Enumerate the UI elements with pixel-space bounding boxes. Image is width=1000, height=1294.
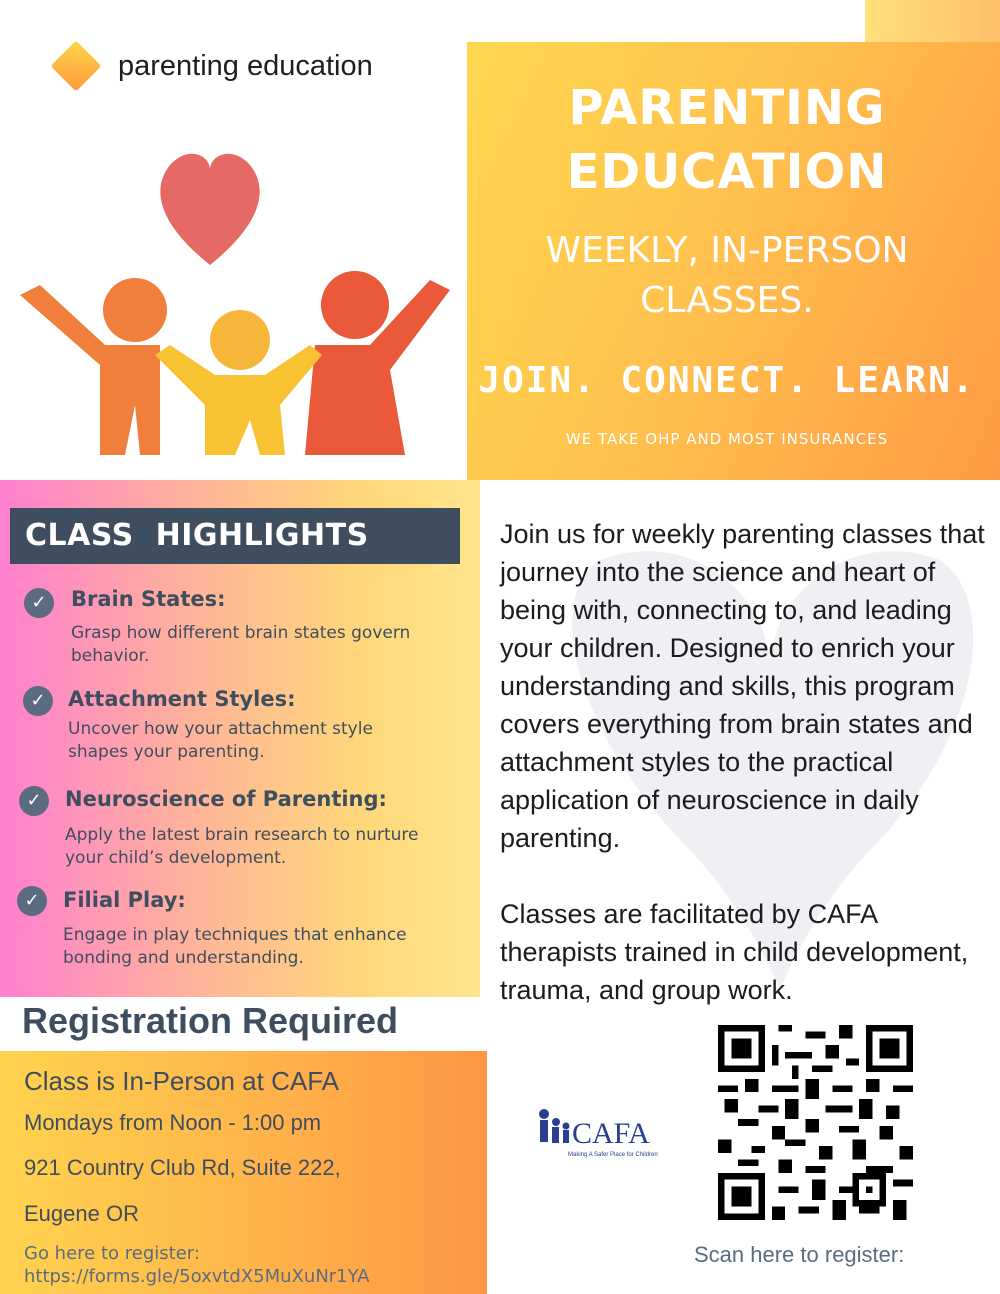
cafa-logo [530,1100,665,1165]
register-link[interactable]: https://forms.gle/5oxvtdX5MuXuNr1YA [24,1266,370,1287]
highlight-desc-line: Uncover how your attachment style [68,719,373,739]
logo-tagline: Making A Safer Place for Children [568,1152,658,1158]
class-schedule: Mondays from Noon - 1:00 pm [24,1110,322,1135]
highlight-title: Filial Play: [63,888,186,912]
check-icon: ✓ [23,686,53,716]
description [500,515,990,1047]
check-icon: ✓ [17,886,47,916]
highlight-desc-line: Apply the latest brain research to nurture [65,825,419,845]
highlight-title: Attachment Styles: [68,687,296,711]
register-label: Go here to register: [24,1243,200,1264]
hero-title-line1: PARENTING [568,80,886,136]
hero-subtitle-line1: WEEKLY, IN-PERSON [545,230,909,271]
check-icon: ✓ [24,588,54,618]
insurance-note: WE TAKE OHP AND MOST INSURANCES [565,430,889,448]
hero-tagline: JOIN. CONNECT. LEARN. [478,360,976,401]
description-paragraph: Classes are facilitated by CAFA therapists trained in child development, trauma, and group work. [500,899,969,1005]
address-line: 921 Country Club Rd, Suite 222, [24,1155,341,1180]
hero-title-line2: EDUCATION [566,144,888,200]
heart-family-icon [10,130,460,460]
highlight-desc [63,924,407,970]
registration-title: Registration Required [22,1000,399,1041]
highlight-desc-line: your child’s development. [65,848,287,868]
top-accent-strip [865,0,1000,42]
highlights-header: CLASS HIGHLIGHTS [25,518,369,553]
highlight-desc [68,718,373,764]
address-line: Eugene OR [24,1201,139,1226]
highlight-desc-line: behavior. [71,646,150,666]
logo-text: CAFA [572,1117,650,1150]
class-location: Class is In-Person at CAFA [24,1066,339,1096]
highlight-desc-line: Grasp how different brain states govern [71,623,411,643]
check-icon: ✓ [19,786,49,816]
highlight-desc [71,622,410,668]
hero-title [467,76,987,204]
highlight-desc-line: shapes your parenting. [68,742,265,762]
qr-code-icon[interactable] [718,1025,913,1220]
highlight-desc-line: Engage in play techniques that enhance [63,925,407,945]
description-paragraph: Join us for weekly parenting classes that journey into the science and heart of being with, connecting to, and leading your children. Designed to enrich your understanding and skills, this program covers everything from brain states and attachment styles to the practical application of neuroscience in daily parenting. [500,519,985,853]
diamond-icon [51,41,102,92]
highlight-title: Neuroscience of Parenting: [65,787,387,811]
highlight-desc [65,824,418,870]
highlight-title: Brain States: [71,587,226,611]
brand-label: parenting education [118,50,373,82]
hero-subtitle [467,226,987,326]
qr-caption: Scan here to register: [694,1242,905,1267]
highlight-desc-line: bonding and understanding. [63,948,304,968]
hero-subtitle-line2: CLASSES. [640,280,814,321]
